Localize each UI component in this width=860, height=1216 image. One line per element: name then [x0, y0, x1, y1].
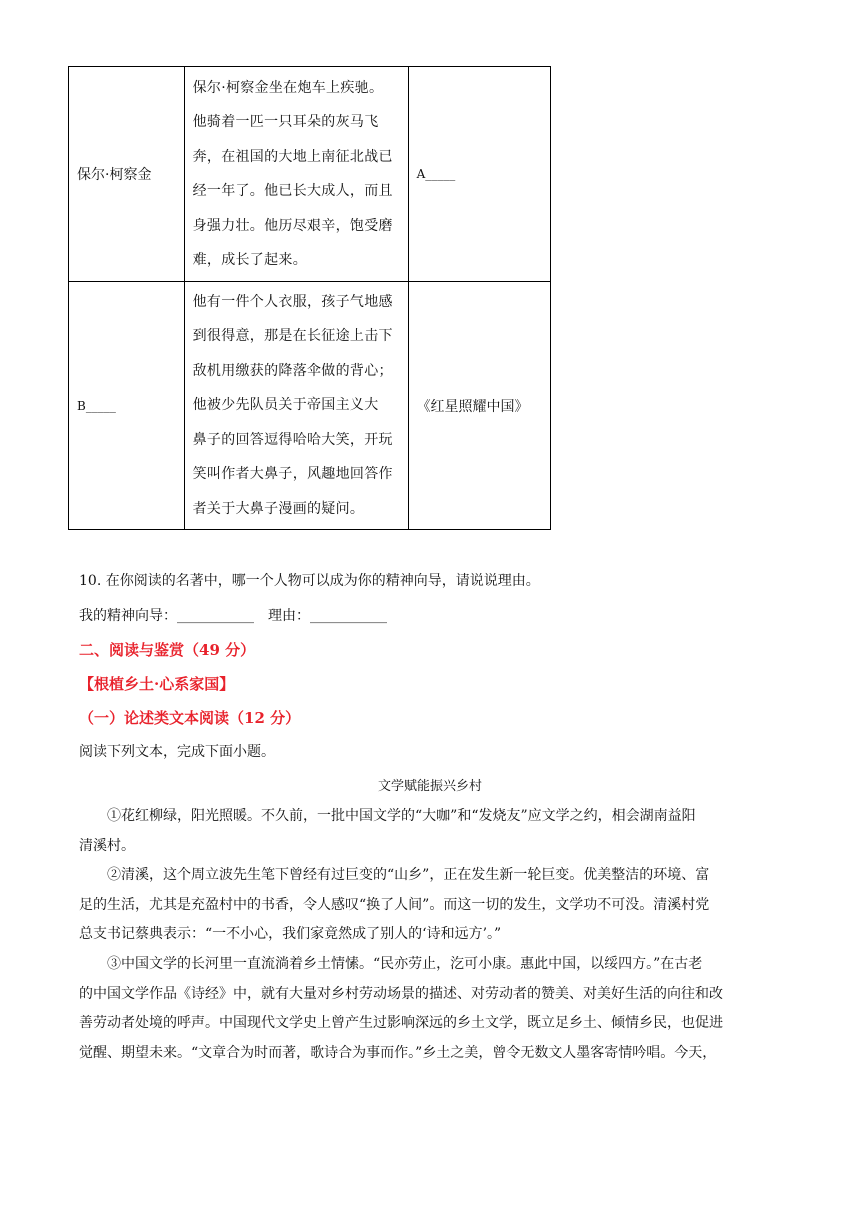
paragraph-line: 清溪村。 — [79, 837, 135, 854]
article-paragraph-3 — [79, 950, 783, 1068]
subsection-heading: （一）论述类文本阅读（12 分） — [79, 709, 301, 727]
description-line: 难，成长了起来。 — [192, 252, 308, 268]
paragraph-line: 善劳动者处境的呼声。中国现代文学史上曾产生过影响深远的乡土文学，既立足乡土、倾情乡民，也促进 — [79, 1015, 723, 1031]
article-paragraph-1 — [79, 802, 783, 861]
article-paragraph-2 — [79, 861, 783, 950]
book-cell — [408, 282, 550, 530]
book-title: 《红星照耀中国》 — [416, 398, 529, 415]
description-line: 他有一件个人衣服，孩子气地感 — [192, 293, 393, 310]
paragraph-line: 的中国文学作品《诗经》中，就有大量对乡村劳动场景的描述、对劳动者的赞美、对美好生活的向往和改 — [79, 985, 723, 1002]
character-table — [68, 66, 551, 530]
paragraph-line: 足的生活，尤其是充盈村中的书香，令人感叹“换了人间”。而这一切的发生，文学功不可没。清溪村党 — [79, 896, 710, 913]
book-cell — [408, 67, 550, 282]
section-heading: 二、阅读与鉴赏（49 分） — [79, 641, 256, 659]
description-line: 身强力壮。他历尽艰辛，饱受磨 — [192, 217, 393, 234]
character-name: 保尔·柯察金 — [77, 167, 152, 183]
description-line: 到很得意，那是在长征途上击下 — [192, 328, 393, 345]
paragraph-line: ①花红柳绿，阳光照暖。不久前，一批中国文学的“大咖”和“发烧友”应文学之约，相会湖南益阳 — [79, 808, 696, 824]
description-line: 笑叫作者大鼻子，风趣地回答作 — [192, 466, 393, 483]
description-line: 经一年了。他已长大成人，而且 — [192, 183, 393, 199]
description-line: 奔，在祖国的大地上南征北战已 — [192, 148, 393, 165]
description-line: 鼻子的回答逗得哈哈大笑，开玩 — [192, 431, 393, 448]
description-line: 他被少先队员关于帝国主义大 — [192, 397, 379, 414]
description-cell — [184, 67, 408, 282]
character-name-cell — [69, 67, 185, 282]
description-line: 者关于大鼻子漫画的疑问。 — [192, 500, 365, 517]
paragraph-line: 总支书记蔡典表示：“一不小心，我们家竟然成了别人的‘诗和远方’。” — [79, 926, 502, 942]
theme-heading: 【根植乡土·心系家国】 — [79, 675, 235, 693]
character-blank-b: B_____ — [77, 398, 116, 413]
book-blank-a: A_____ — [416, 167, 456, 181]
article-title: 文学赋能振兴乡村 — [377, 779, 482, 794]
description-line: 保尔·柯察金坐在炮车上疾驰。 — [192, 79, 384, 96]
table-row — [69, 282, 551, 530]
answer-line: 我的精神向导：___________ 理由：___________ — [79, 608, 387, 624]
paragraph-line: ②清溪，这个周立波先生笔下曾经有过巨变的“山乡”，正在发生新一轮巨变。优美整洁的环境、富 — [79, 867, 710, 883]
description-line: 他骑着一匹一只耳朵的灰马飞 — [192, 114, 379, 130]
paragraph-line: ③中国文学的长河里一直流淌着乡土情愫。“民亦劳止，汔可小康。惠此中国，以绥四方。”在古老 — [79, 956, 703, 972]
question-10: 10. 在你阅读的名著中，哪一个人物可以成为你的精神向导，请说说理由。 — [79, 573, 540, 589]
instruction: 阅读下列文本，完成下面小题。 — [79, 744, 275, 760]
description-cell — [184, 282, 408, 530]
paragraph-line: 觉醒、期望未来。“文章合为时而著，歌诗合为事而作。”乡土之美，曾令无数文人墨客寄情吟唱。今天， — [79, 1044, 717, 1061]
character-name-cell — [69, 282, 185, 530]
table-row — [69, 67, 551, 282]
description-line: 敌机用缴获的降落伞做的背心； — [192, 362, 393, 379]
